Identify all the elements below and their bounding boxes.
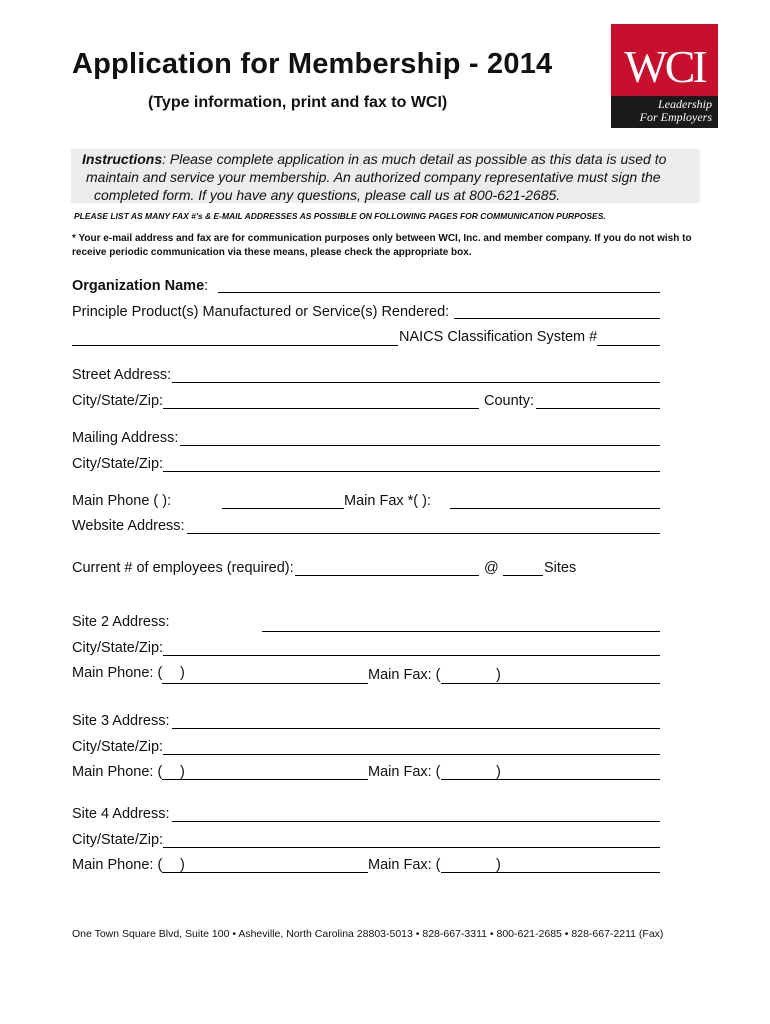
communication-note: * Your e-mail address and fax are for communication purposes only between WCI, Inc. and member company. If you do not wish to receive periodic communication via these means, please check the appropriate box. — [72, 233, 692, 258]
site3-phone-paren: ) — [180, 764, 185, 780]
site4-phone-field[interactable] — [162, 872, 368, 873]
logo-band — [611, 96, 718, 128]
website-address-field[interactable] — [187, 533, 660, 534]
naics-label: NAICS Classification System # — [399, 329, 598, 345]
site4-city-state-zip-field[interactable] — [163, 847, 660, 848]
site2-fax-paren: ) — [496, 667, 501, 683]
footer-address: One Town Square Blvd, Suite 100 • Asheville, North Carolina 28803-5013 • 828-667-3311 • 800-621-2685 • 828-667-2211 (Fax) — [72, 928, 664, 940]
city-state-zip-field[interactable] — [163, 408, 479, 409]
site4-address-label: Site 4 Address: — [72, 806, 170, 822]
organization-name-label: Organization Name: — [72, 278, 209, 294]
site4-address-field[interactable] — [172, 821, 660, 822]
fax-email-notice: PLEASE LIST AS MANY FAX #'s & E-MAIL ADDRESSES AS POSSIBLE ON FOLLOWING PAGES FOR COMMUNICATION PURPOSES. — [74, 211, 606, 221]
products-label: Principle Product(s) Manufactured or Service(s) Rendered: — [72, 304, 450, 320]
website-address-label: Website Address: — [72, 518, 185, 534]
site4-phone-label: Main Phone: ( — [72, 857, 163, 873]
instructions-text: Instructions: Please complete application in as much detail as possible as this data is used to maintain and service your membership. An authorized company representative must sign the completed form. If you have any questions, please call us at 800-621-2685. — [82, 151, 667, 203]
site2-phone-paren: ) — [180, 665, 185, 681]
site3-phone-label: Main Phone: ( — [72, 764, 163, 780]
site4-city-state-zip-label: City/State/Zip: — [72, 832, 164, 848]
main-phone-field[interactable] — [222, 508, 344, 509]
site2-fax-field[interactable] — [441, 683, 660, 684]
instructions-lead: Instructions — [82, 151, 163, 167]
county-label: County: — [484, 393, 534, 409]
site2-city-state-zip-field[interactable] — [163, 655, 660, 656]
site4-fax-label: Main Fax: ( — [368, 857, 441, 873]
site2-fax-label: Main Fax: ( — [368, 667, 441, 683]
organization-name-field[interactable] — [218, 292, 660, 293]
sites-count-field[interactable] — [503, 575, 543, 576]
site3-city-state-zip-field[interactable] — [163, 754, 660, 755]
street-address-field[interactable] — [172, 382, 660, 383]
city-state-zip-label: City/State/Zip: — [72, 393, 164, 409]
naics-field[interactable] — [597, 345, 660, 346]
street-address-label: Street Address: — [72, 367, 172, 383]
employees-field[interactable] — [295, 575, 479, 576]
logo-tagline: Leadership For Employers — [639, 97, 712, 124]
mailing-address-label: Mailing Address: — [72, 430, 179, 446]
site3-fax-paren: ) — [496, 764, 501, 780]
site2-address-label: Site 2 Address: — [72, 614, 170, 630]
sites-label: Sites — [544, 560, 577, 576]
main-fax-label: Main Fax *( ): — [344, 493, 432, 509]
site4-fax-paren: ) — [496, 857, 501, 873]
products-field-line-2[interactable] — [72, 345, 398, 346]
site2-phone-field[interactable] — [162, 683, 368, 684]
employees-label: Current # of employees (required): — [72, 560, 294, 576]
page-subtitle: (Type information, print and fax to WCI) — [148, 94, 448, 111]
main-fax-field[interactable] — [450, 508, 660, 509]
site3-fax-field[interactable] — [441, 779, 660, 780]
site3-fax-label: Main Fax: ( — [368, 764, 441, 780]
site2-address-field[interactable] — [262, 631, 660, 632]
main-phone-label: Main Phone ( ): — [72, 493, 172, 509]
site3-address-field[interactable] — [172, 728, 660, 729]
logo-mark: WCI — [624, 41, 705, 92]
wci-logo — [611, 24, 718, 128]
site3-address-label: Site 3 Address: — [72, 713, 170, 729]
site4-phone-paren: ) — [180, 857, 185, 873]
at-sign: @ — [484, 560, 499, 576]
site2-city-state-zip-label: City/State/Zip: — [72, 640, 164, 656]
site3-city-state-zip-label: City/State/Zip: — [72, 739, 164, 755]
site2-phone-label: Main Phone: ( — [72, 665, 163, 681]
mailing-city-state-zip-field[interactable] — [163, 471, 660, 472]
page-title: Application for Membership - 2014 — [72, 48, 553, 80]
mailing-address-field[interactable] — [180, 445, 660, 446]
site3-phone-field[interactable] — [162, 779, 368, 780]
products-field[interactable] — [454, 318, 660, 319]
county-field[interactable] — [536, 408, 660, 409]
mailing-city-state-zip-label: City/State/Zip: — [72, 456, 164, 472]
site4-fax-field[interactable] — [441, 872, 660, 873]
